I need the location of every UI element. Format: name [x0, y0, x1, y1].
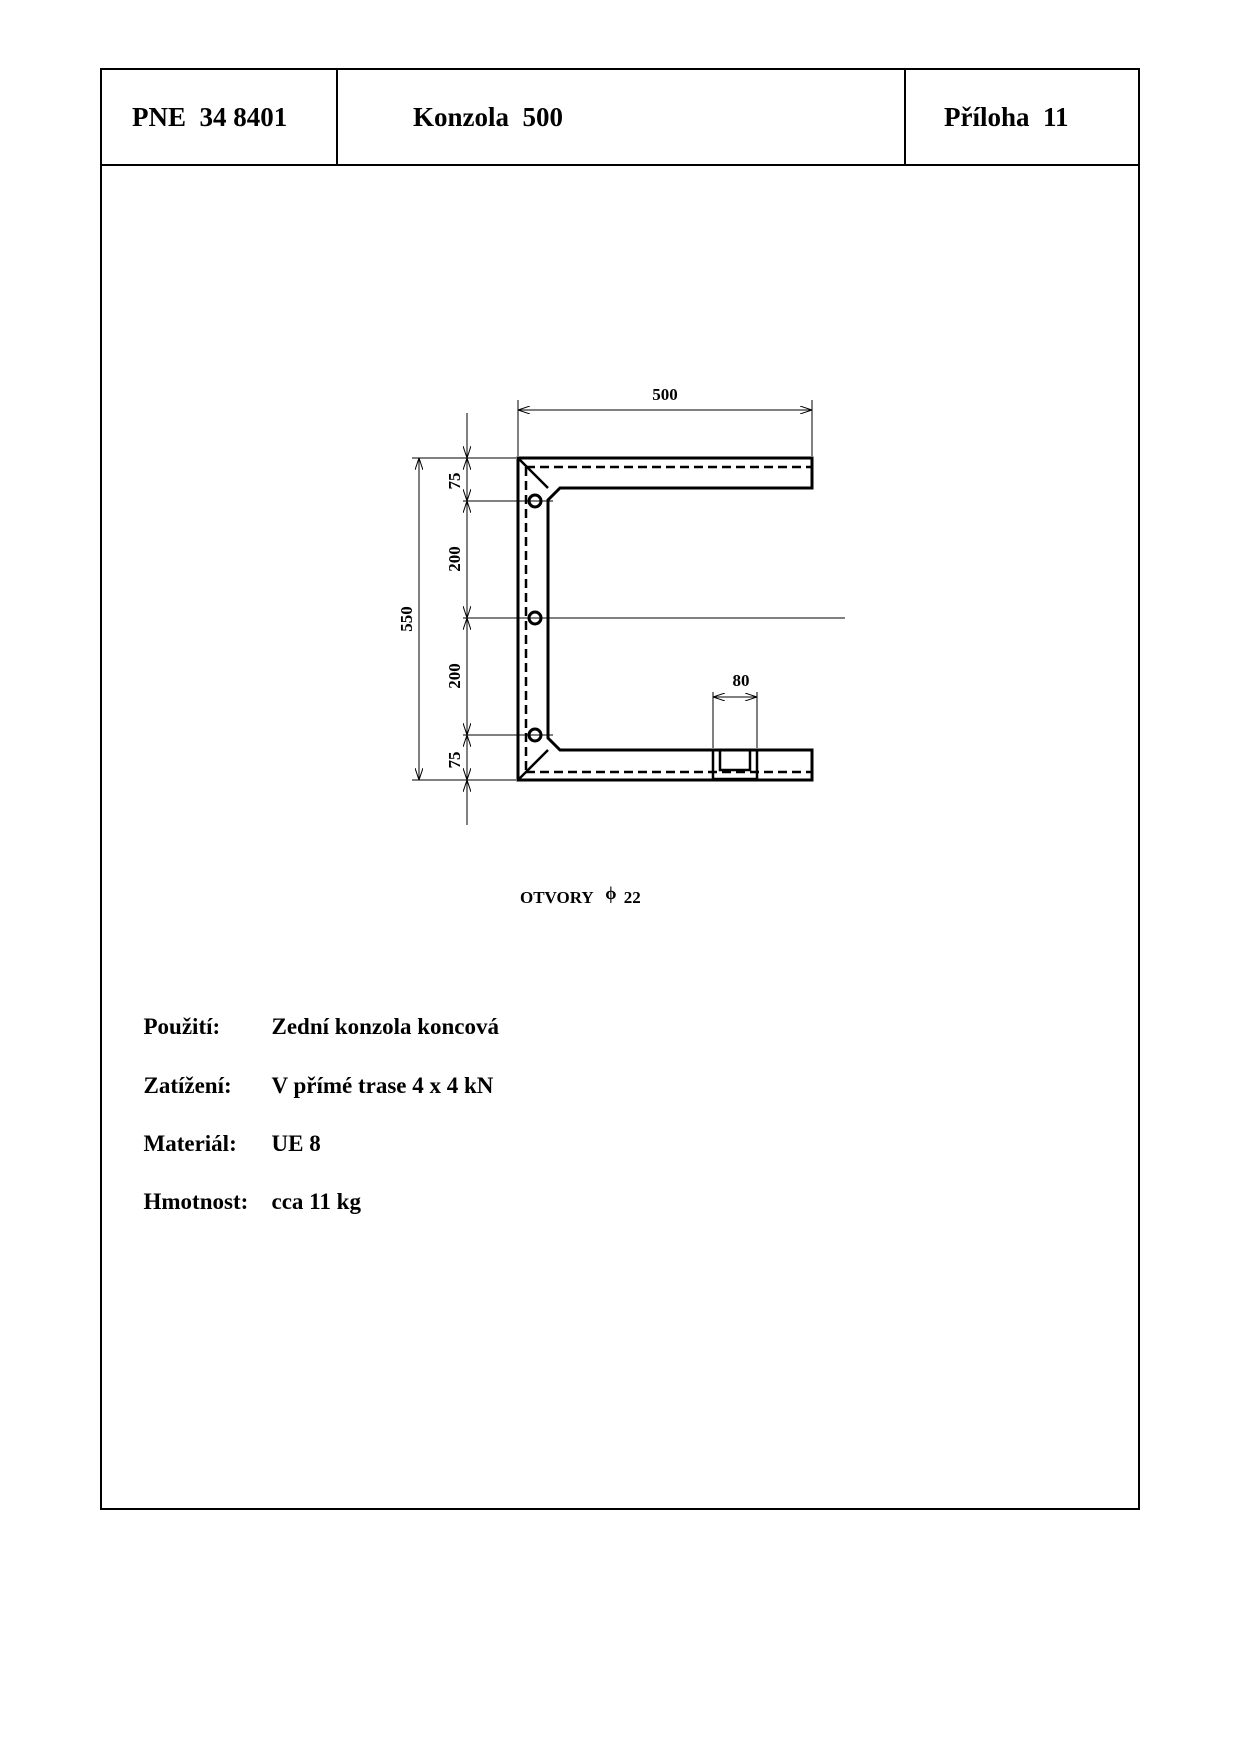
dim-top-75: 75 [445, 472, 464, 490]
dim-height-550: 550 [397, 606, 416, 632]
dim-bottom-75: 75 [445, 751, 464, 769]
hidden-edges [526, 467, 812, 772]
spec-value-load: V přímé trase 4 x 4 kN [271, 1073, 494, 1098]
spec-row-material [132, 1105, 321, 1157]
annex-number: Příloha 11 [944, 102, 1069, 132]
dim-channel-80: 80 [732, 671, 750, 690]
spec-label-material: Materiál: [143, 1131, 237, 1156]
spec-value-material: UE 8 [271, 1131, 321, 1156]
spec-value-usage: Zední konzola koncová [271, 1014, 499, 1039]
spec-row-weight [132, 1163, 361, 1215]
standard-number: PNE 34 8401 [102, 70, 338, 164]
spec-label-weight: Hmotnost: [143, 1189, 249, 1214]
holes-label: OTVORY [520, 888, 594, 907]
spec-label-usage: Použití: [143, 1014, 221, 1039]
channel-profile [713, 750, 757, 779]
dim-upper-200: 200 [445, 546, 464, 572]
diameter-symbol: ϕ [605, 883, 617, 903]
dim-width-500: 500 [652, 385, 678, 404]
drawing-title: Konzola 500 [338, 70, 906, 164]
holes-note [520, 883, 641, 907]
spec-row-usage [132, 988, 499, 1040]
bracket-outline [518, 458, 812, 780]
spec-value-weight: cca 11 kg [271, 1189, 361, 1214]
dim-lower-200: 200 [445, 663, 464, 689]
spec-row-load [132, 1047, 493, 1099]
holes-size: 22 [623, 888, 641, 907]
spec-label-load: Zatížení: [143, 1073, 232, 1098]
